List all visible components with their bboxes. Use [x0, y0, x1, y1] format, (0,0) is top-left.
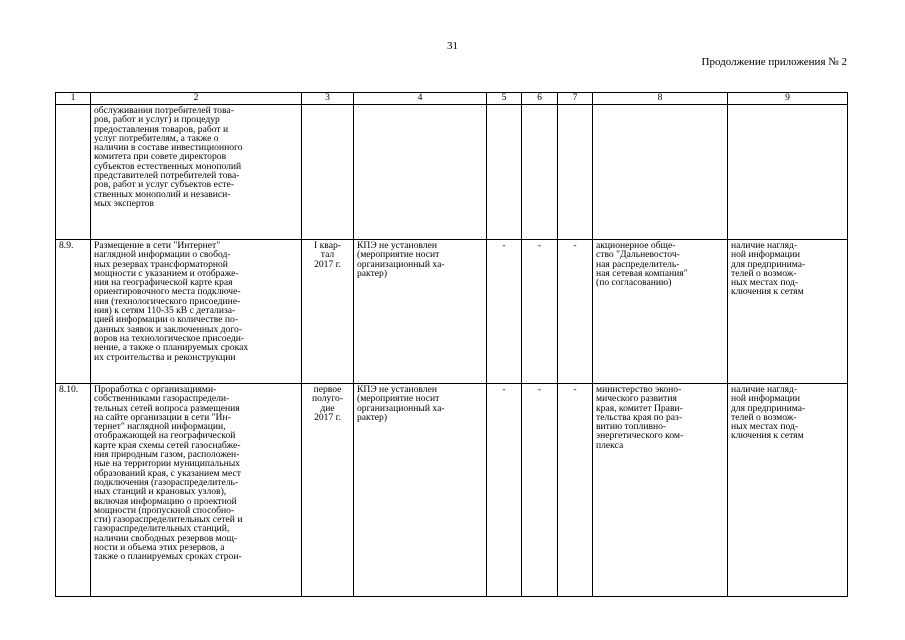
header-cell: 1 — [56, 93, 91, 105]
empty-cell — [487, 105, 522, 240]
value-cell: - — [522, 240, 558, 384]
empty-cell — [56, 105, 91, 240]
header-cell: 2 — [91, 93, 302, 105]
value-cell: - — [487, 240, 522, 384]
empty-cell — [728, 105, 848, 240]
header-cell: 7 — [558, 93, 593, 105]
measures-table — [55, 92, 848, 597]
empty-cell — [593, 105, 728, 240]
table-row — [56, 240, 848, 384]
empty-cell — [354, 105, 487, 240]
page-number: 31 — [447, 40, 458, 52]
table-header-row — [56, 93, 848, 105]
header-cell: 4 — [354, 93, 487, 105]
value-cell: - — [522, 384, 558, 597]
row-number: 8.9. — [56, 240, 91, 384]
header-cell: 6 — [522, 93, 558, 105]
table-row-continuation — [56, 105, 848, 240]
action-cell: обслуживания потребителей това- ров, работ и услуг) и процедур предоставления товаров, работ и услуг потребителям, а также о наличии в составе инвестиционного комитета при совете директоров субъектов естественных монополий представителей потребителей това- ров, работ и услуг субъектов есте- ственных монополий и независи- мых экспертов — [91, 105, 302, 240]
action-cell: Проработка с организациями- собственниками газораспредели- тельных сетей вопроса размещения на сайте организации в сети "Ин- тернет" наглядной информации, отображающей на географической карте края схемы сетей газоснабже- ния природным газом, расположен- ные на территории муниципальных образований края, с указанием мест подключения (газораспределитель- ных станций и крановых узлов), включая информацию о проектной мощности (пропускной способно- сти) газораспределительных сетей и газораспределительных станций, наличии свободных резервов мощ- ности и объема этих резервов, а также о планируемых сроках строи- — [91, 384, 302, 597]
value-cell: - — [558, 384, 593, 597]
result-cell: наличие нагляд- ной информации для предпринима- телей о возмож- ных местах под- ключения к сетям — [728, 384, 848, 597]
term-cell: первое полуго- дие 2017 г. — [302, 384, 354, 597]
value-cell: - — [558, 240, 593, 384]
empty-cell — [302, 105, 354, 240]
executor-cell: акционерное обще- ство "Дальневосточ- ная распределитель- ная сетевая компания" (по согласованию) — [593, 240, 728, 384]
header-cell: 8 — [593, 93, 728, 105]
empty-cell — [558, 105, 593, 240]
executor-cell: министерство эконо- мического развития края, комитет Прави- тельства края по раз- витию топливно- энергетического ком- плекса — [593, 384, 728, 597]
kpe-cell: КПЭ не установлен (мероприятие носит организационный ха- рактер) — [354, 384, 487, 597]
table-row — [56, 384, 848, 597]
header-cell: 9 — [728, 93, 848, 105]
value-cell: - — [487, 384, 522, 597]
result-cell: наличие нагляд- ной информации для предпринима- телей о возмож- ных местах под- ключения к сетям — [728, 240, 848, 384]
header-cell: 3 — [302, 93, 354, 105]
action-cell: Размещение в сети "Интернет" наглядной информации о свобод- ных резервах трансформаторной мощности с указанием и отображе- ния на географической карте края ориентировочного места подключе- ния (технологического присоедине- ния) к сетям 110-35 кВ с детализа- цией информации о количестве по- данных заявок и заключенных дого- воров на технологическое присоеди- нение, а также о планируемых сроках их строительства и реконструкции — [91, 240, 302, 384]
kpe-cell: КПЭ не установлен (мероприятие носит организационный ха- рактер) — [354, 240, 487, 384]
row-number: 8.10. — [56, 384, 91, 597]
header-cell: 5 — [487, 93, 522, 105]
term-cell: I квар- тал 2017 г. — [302, 240, 354, 384]
empty-cell — [522, 105, 558, 240]
appendix-label: Продолжение приложения № 2 — [701, 56, 847, 68]
